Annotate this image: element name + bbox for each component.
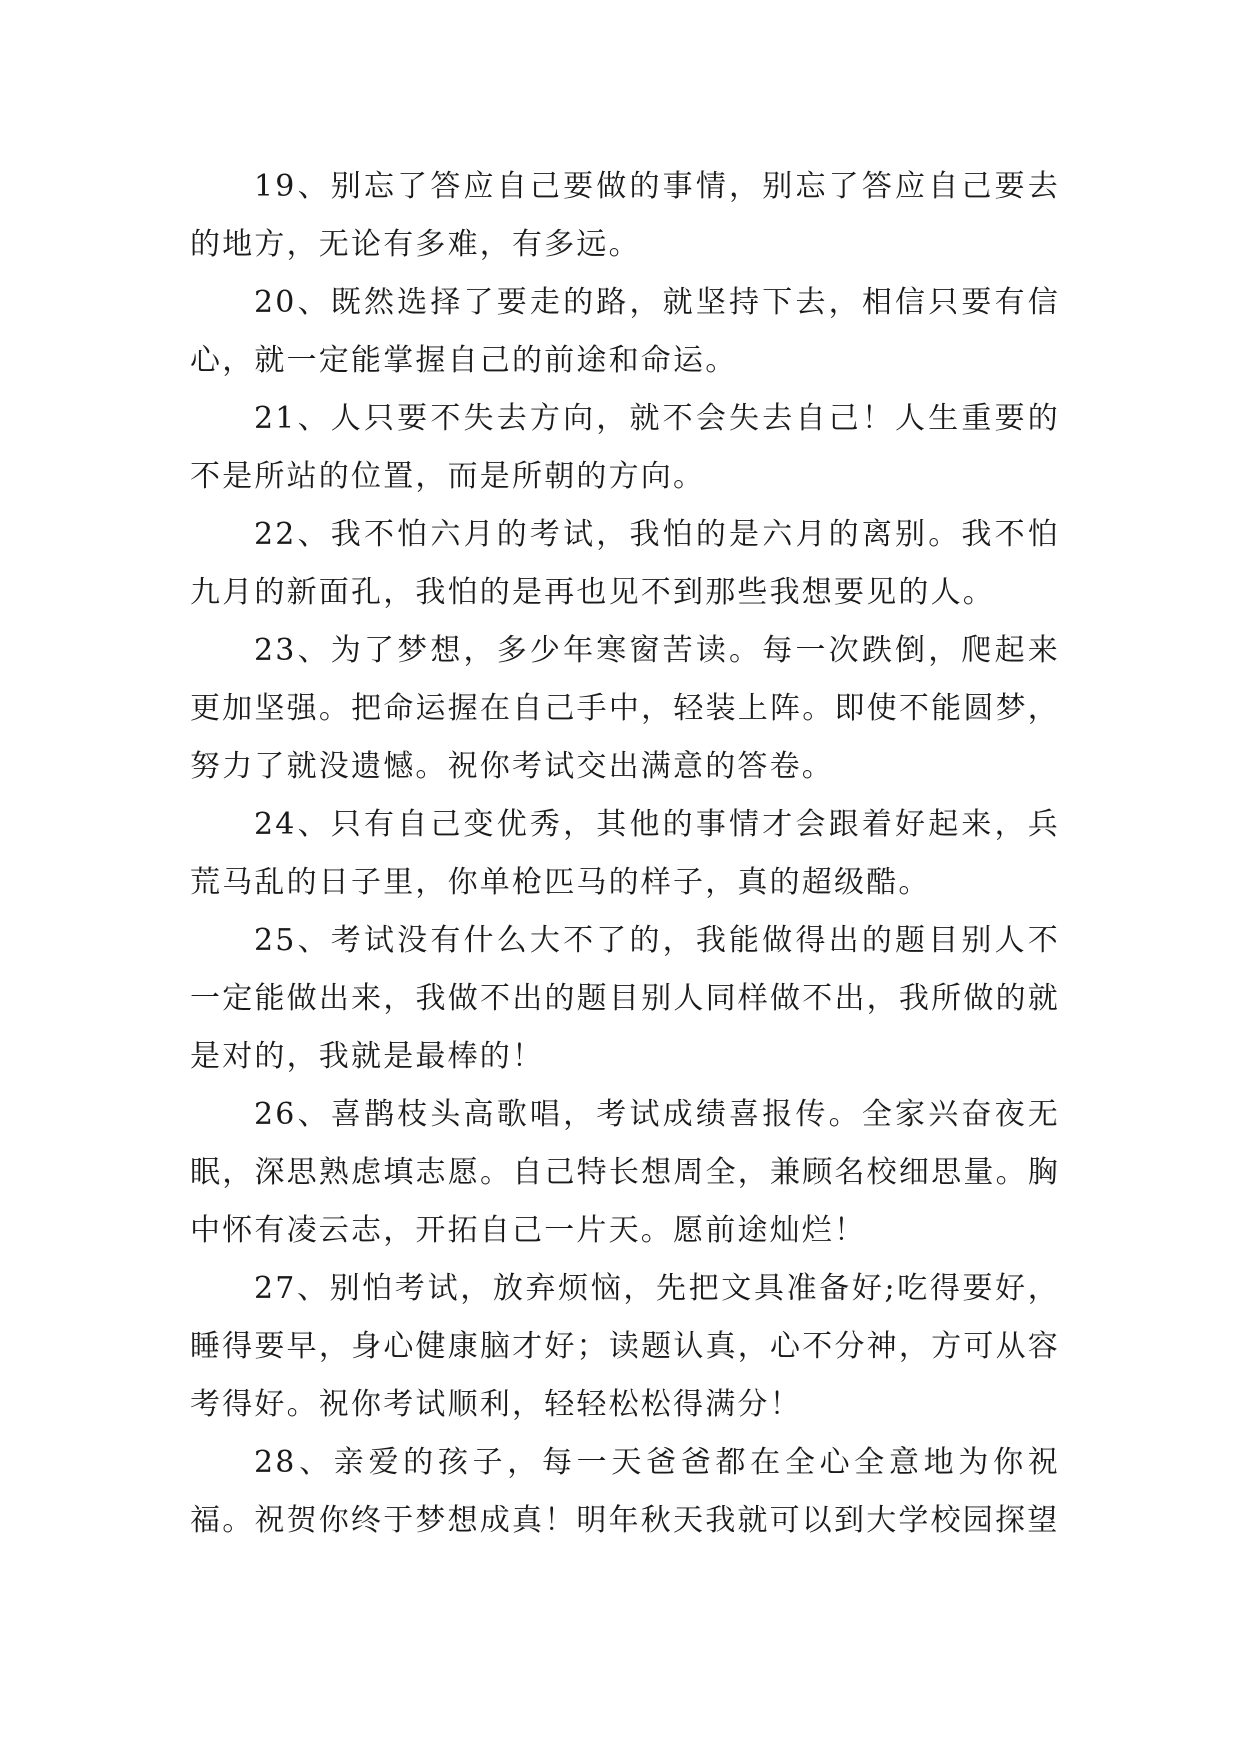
- paragraph-26: 26、喜鹊枝头高歌唱，考试成绩喜报传。全家兴奋夜无眠，深思熟虑填志愿。自己特长想周全，兼顾名校细思量。胸中怀有凌云志，开拓自己一片天。愿前途灿烂！: [190, 1097, 1060, 1248]
- paragraph-19: 19、别忘了答应自己要做的事情，别忘了答应自己要去的地方，无论有多难，有多远。: [190, 169, 1060, 262]
- paragraph-25: 25、考试没有什么大不了的，我能做得出的题目别人不一定能做出来，我做不出的题目别人同样做不出，我所做的就是对的，我就是最棒的！: [190, 923, 1060, 1074]
- paragraph-20: 20、既然选择了要走的路，就坚持下去，相信只要有信心，就一定能掌握自己的前途和命运。: [190, 285, 1060, 378]
- paragraph-21: 21、人只要不失去方向，就不会失去自己！人生重要的不是所站的位置，而是所朝的方向。: [190, 401, 1060, 494]
- paragraph-23: 23、为了梦想，多少年寒窗苦读。每一次跌倒，爬起来更加坚强。把命运握在自己手中，轻装上阵。即使不能圆梦，努力了就没遗憾。祝你考试交出满意的答卷。: [190, 633, 1060, 784]
- paragraph-24: 24、只有自己变优秀，其他的事情才会跟着好起来，兵荒马乱的日子里，你单枪匹马的样子，真的超级酷。: [190, 807, 1060, 900]
- paragraph-28: 28、亲爱的孩子，每一天爸爸都在全心全意地为你祝福。祝贺你终于梦想成真！明年秋天我就可以到大学校园探望: [190, 1445, 1060, 1538]
- paragraph-22: 22、我不怕六月的考试，我怕的是六月的离别。我不怕九月的新面孔，我怕的是再也见不到那些我想要见的人。: [190, 517, 1060, 610]
- paragraph-27: 27、别怕考试，放弃烦恼，先把文具准备好;吃得要好，睡得要早，身心健康脑才好；读题认真，心不分神，方可从容考得好。祝你考试顺利，轻轻松松得满分！: [190, 1271, 1060, 1422]
- document-body: [190, 158, 1060, 1550]
